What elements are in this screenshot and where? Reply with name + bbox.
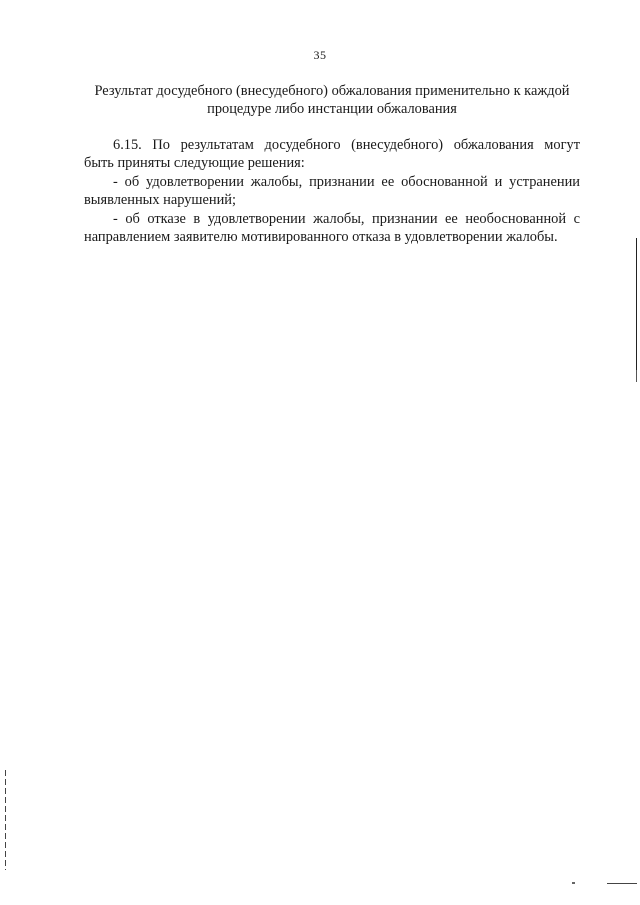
paragraph-line: быть приняты следующие решения: xyxy=(84,155,305,172)
scan-edge-mark xyxy=(636,238,637,378)
scan-dot-mark xyxy=(572,882,575,884)
list-item-line: - об отказе в удовлетворении жалобы, признании ее необоснованной с xyxy=(113,210,580,227)
paragraph-line: 6.15. По результатам досудебного (внесудебного) обжалования могут xyxy=(113,137,580,153)
heading-line: процедуре либо инстанции обжалования xyxy=(207,101,457,117)
scan-edge-mark xyxy=(5,770,6,870)
list-item-line: - об удовлетворении жалобы, признании ее обоснованной и устранении xyxy=(113,173,580,190)
list-item-line: направлением заявителю мотивированного отказа в удовлетворении жалобы. xyxy=(84,229,558,246)
list-item-line: выявленных нарушений; xyxy=(84,192,236,209)
paragraph-6-15 xyxy=(84,136,580,246)
page-number: 35 xyxy=(313,48,327,62)
heading-line: Результат досудебного (внесудебного) обжалования применительно к каждой xyxy=(94,83,570,99)
scan-edge-mark xyxy=(607,883,637,884)
scan-edge-mark xyxy=(636,370,637,382)
section-heading xyxy=(84,82,580,118)
